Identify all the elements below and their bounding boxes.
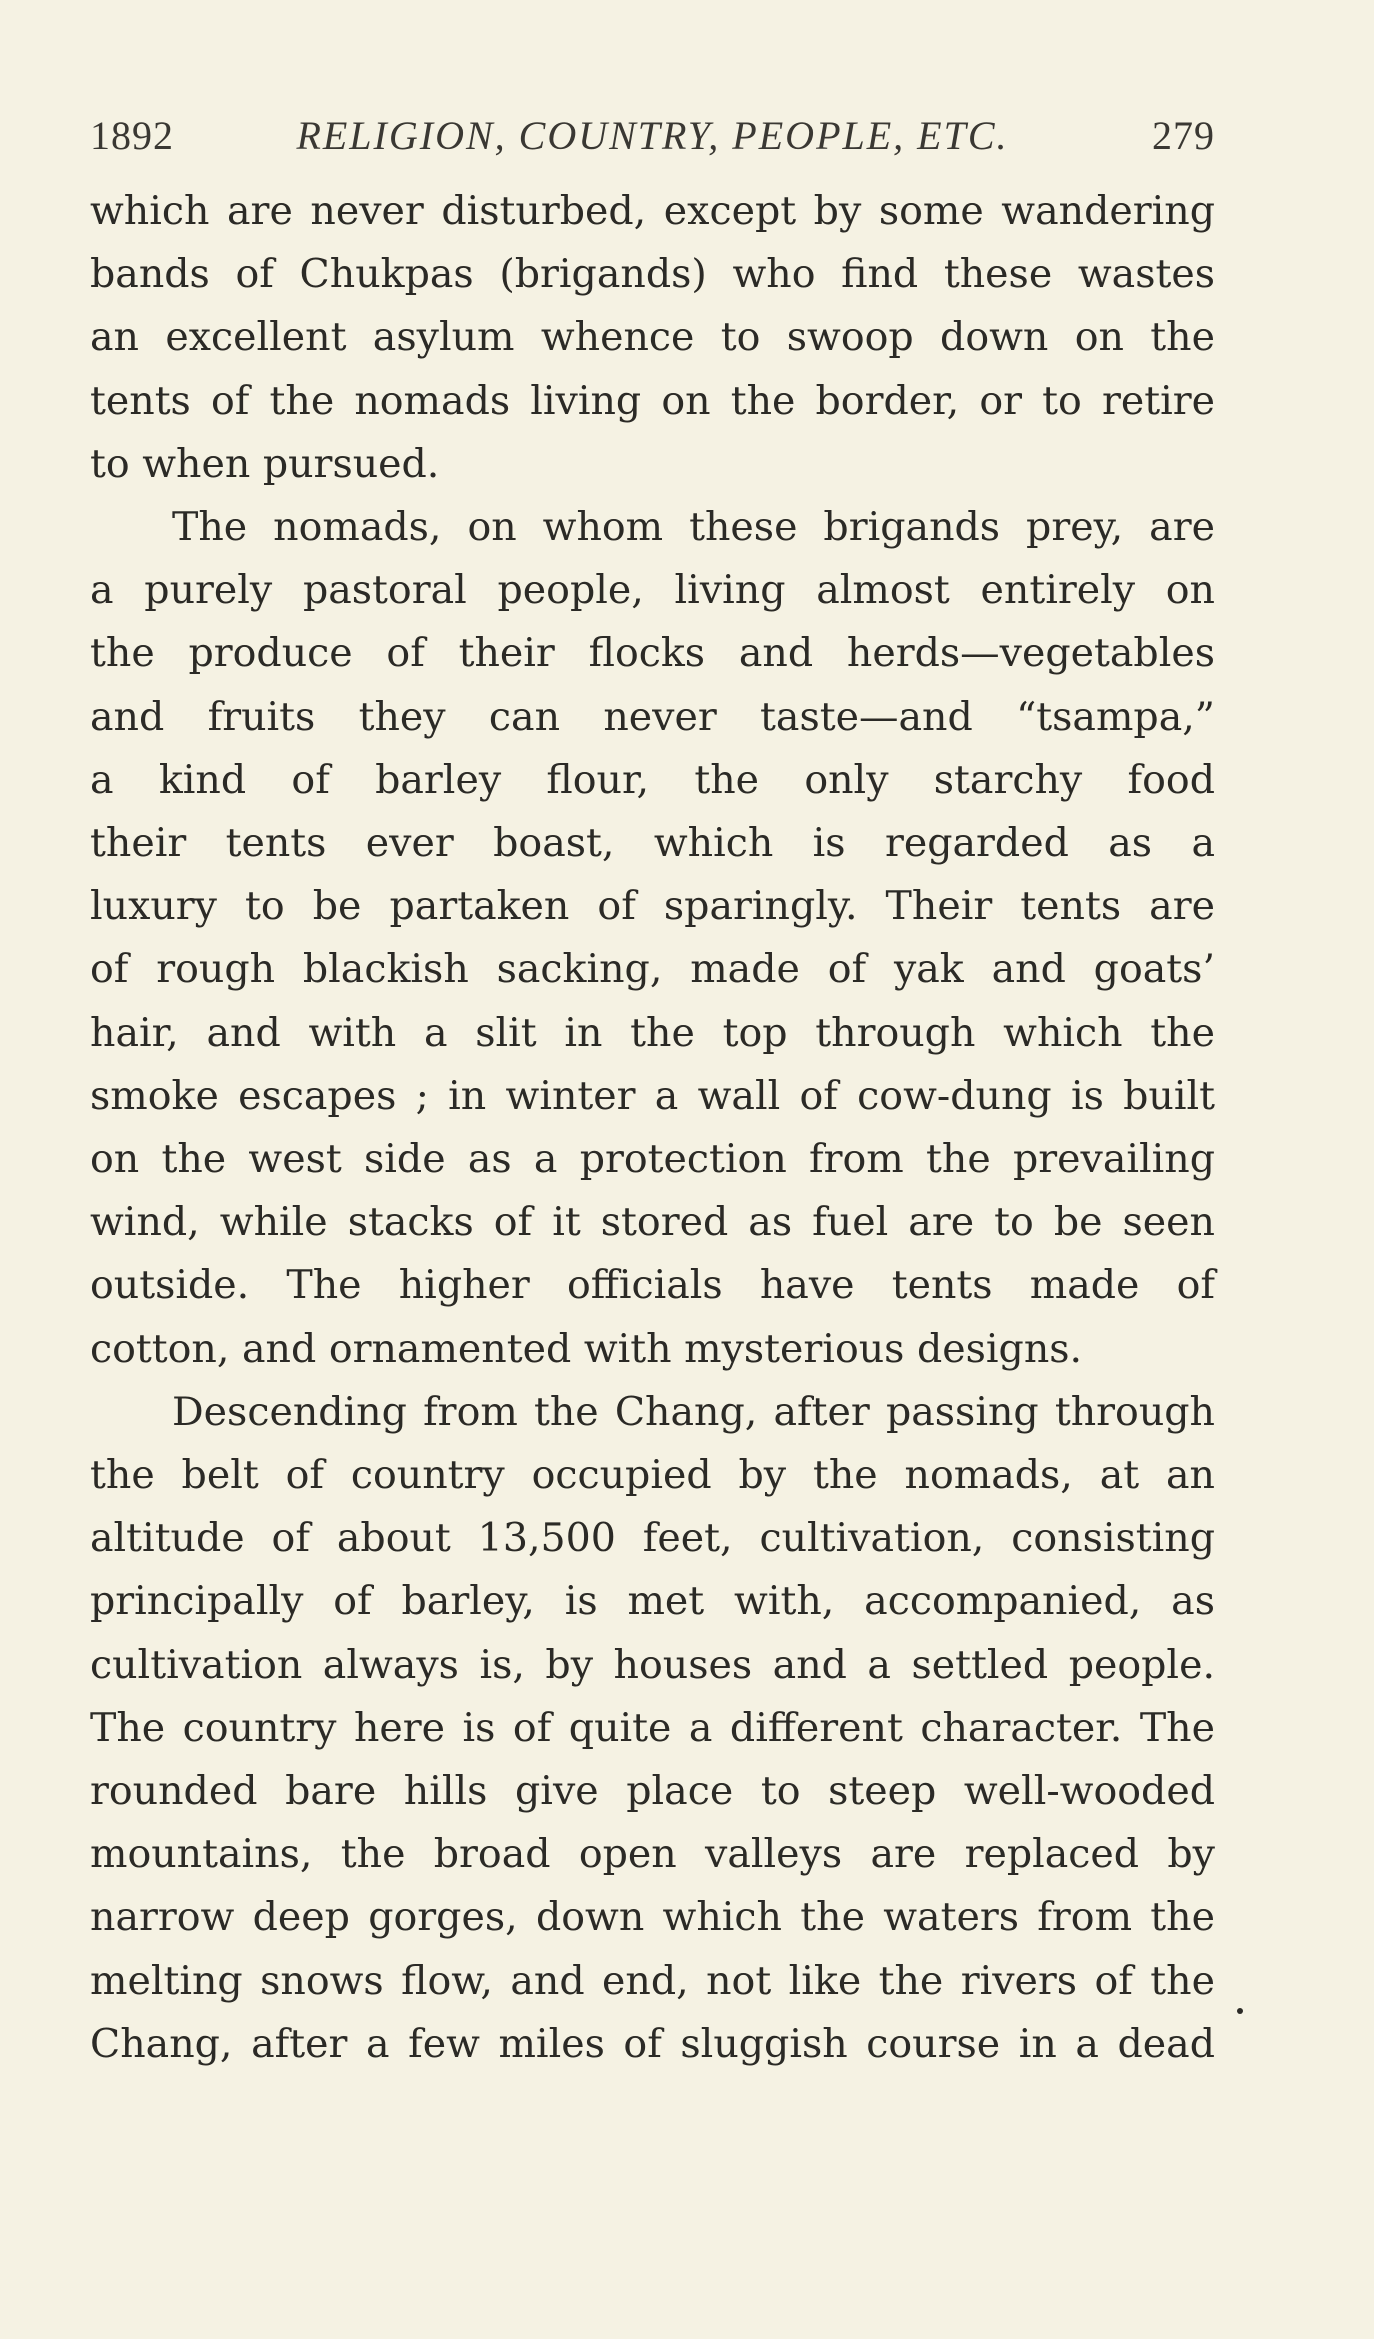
text-line: of rough blackish sacking, made of yak and goats’ xyxy=(90,946,1215,993)
text-line: The country here is of quite a different character. The xyxy=(90,1704,1215,1751)
text-line: melting snows flow, and end, not like the rivers of the xyxy=(90,1957,1215,2004)
page-number: 279 xyxy=(1152,113,1215,158)
body-text xyxy=(90,180,1215,2076)
text-line: The nomads, on whom these brigands prey, are xyxy=(172,504,1215,551)
text-line: Chang, after a few miles of sluggish course in a dead xyxy=(90,2020,1215,2067)
text-line: wind, while stacks of it stored as fuel are to be seen xyxy=(90,1199,1215,1246)
text-line: hair, and with a slit in the top through which the xyxy=(90,1009,1215,1056)
header-title: RELIGION, COUNTRY, PEOPLE, ETC. xyxy=(296,113,1009,158)
text-line: a kind of barley flour, the only starchy food xyxy=(90,756,1215,803)
text-line: cotton, and ornamented with mysterious designs. xyxy=(90,1325,1083,1372)
text-line: cultivation always is, by houses and a settled people. xyxy=(90,1641,1215,1688)
text-line: on the west side as a protection from the prevailing xyxy=(90,1136,1215,1183)
text-line: smoke escapes ; in winter a wall of cow-dung is built xyxy=(90,1072,1215,1119)
text-line: altitude of about 13,500 feet, cultivation, consisting xyxy=(90,1515,1215,1562)
text-line: rounded bare hills give place to steep well-wooded xyxy=(90,1768,1215,1815)
text-line: and fruits they can never taste—and “tsampa,” xyxy=(90,693,1215,740)
text-line: narrow deep gorges, down which the waters from the xyxy=(90,1894,1215,1941)
text-line: luxury to be partaken of sparingly. Their tents are xyxy=(90,883,1215,930)
running-head xyxy=(90,100,1215,160)
book-page xyxy=(90,100,1215,2076)
text-line: the belt of country occupied by the nomads, at an xyxy=(90,1452,1215,1499)
text-line: principally of barley, is met with, accompanied, as xyxy=(90,1578,1215,1625)
text-line: outside. The higher officials have tents made of xyxy=(90,1262,1215,1309)
text-line: an excellent asylum whence to swoop down on the xyxy=(90,314,1215,361)
margin-dot-mark xyxy=(1237,2008,1243,2014)
text-line: mountains, the broad open valleys are replaced by xyxy=(90,1831,1215,1878)
text-line: a purely pastoral people, living almost entirely on xyxy=(90,567,1215,614)
text-line: tents of the nomads living on the border, or to retire xyxy=(90,377,1215,424)
text-line: to when pursued. xyxy=(90,440,440,487)
text-line: bands of Chukpas (brigands) who find these wastes xyxy=(90,251,1215,298)
text-line: the produce of their flocks and herds—vegetables xyxy=(90,630,1215,677)
text-line: Descending from the Chang, after passing through xyxy=(172,1388,1215,1435)
header-year: 1892 xyxy=(90,113,174,158)
text-line: their tents ever boast, which is regarded as a xyxy=(90,820,1215,867)
text-line: which are never disturbed, except by some wandering xyxy=(90,188,1215,234)
